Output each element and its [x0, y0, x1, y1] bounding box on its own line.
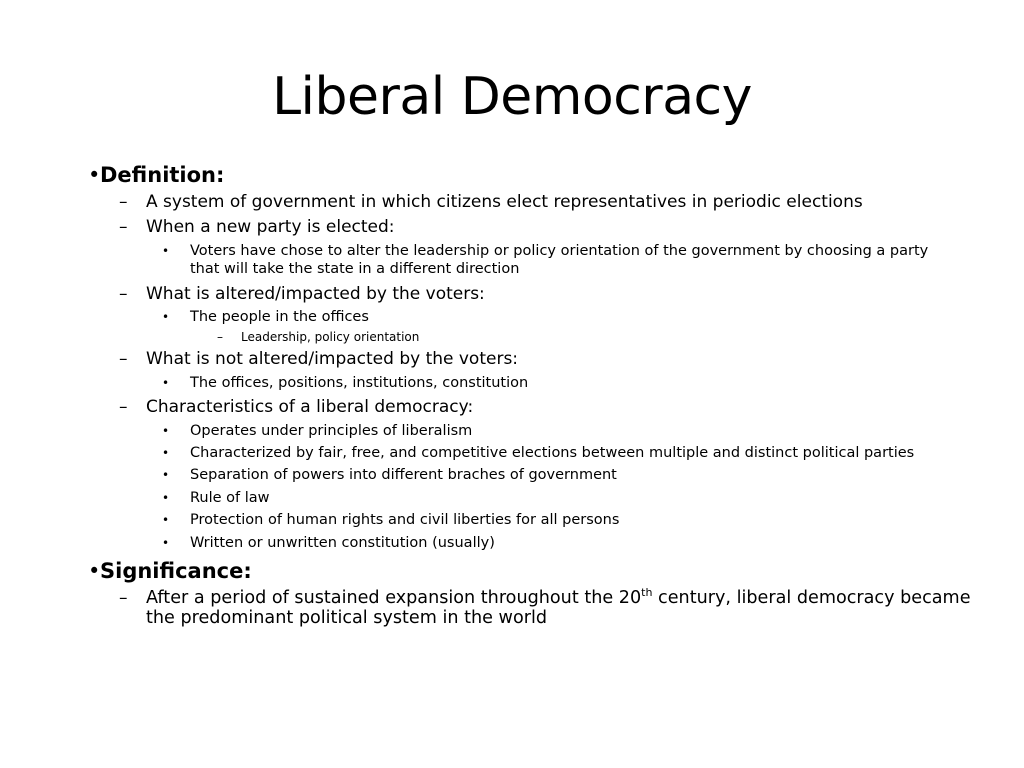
slide-title: Liberal Democracy [272, 67, 752, 127]
significance-text-line2: the predominant political system in the world [146, 608, 548, 628]
dash-icon: – [119, 284, 128, 304]
significance-superscript: th [641, 586, 653, 600]
characteristic-item: Protection of human rights and civil liberties for all persons [190, 512, 620, 528]
bullet-icon: • [162, 536, 170, 550]
bullet-icon: • [162, 468, 170, 482]
bullet-icon: • [162, 310, 170, 324]
dash-icon: – [119, 349, 128, 369]
definition-not-altered-detail: The offices, positions, institutions, constitution [190, 375, 529, 391]
definition-altered: What is altered/impacted by the voters: [146, 284, 485, 304]
bullet-icon: • [162, 244, 170, 258]
characteristic-item: Separation of powers into different braches of government [190, 467, 617, 483]
dash-icon: – [119, 588, 128, 608]
dash-icon: – [119, 192, 128, 212]
bullet-icon: • [162, 491, 170, 505]
dash-icon: – [217, 330, 223, 344]
bullet-icon: • [162, 424, 170, 438]
characteristic-item: Written or unwritten constitution (usually) [190, 535, 495, 551]
bullet-icon: • [162, 446, 170, 460]
definition-new-party-detail: Voters have chose to alter the leadership or policy orientation of the government by choosing a party that will take the state in a different direction [190, 243, 929, 277]
significance-text-before: After a period of sustained expansion throughout the 20 [146, 588, 642, 608]
bullet-icon: • [88, 559, 101, 583]
significance-text-after: century, liberal democracy became [652, 588, 971, 608]
definition-heading: Definition: [100, 163, 225, 187]
definition-characteristics: Characteristics of a liberal democracy: [146, 397, 474, 417]
definition-not-altered: What is not altered/impacted by the voters: [146, 349, 519, 369]
characteristic-item: Operates under principles of liberalism [190, 423, 473, 439]
characteristic-item: Characterized by fair, free, and competitive elections between multiple and distinct political parties [190, 445, 915, 461]
significance-heading: Significance: [100, 559, 252, 583]
definition-altered-people: The people in the offices [190, 309, 369, 325]
definition-system: A system of government in which citizens elect representatives in periodic elections [146, 192, 863, 212]
definition-new-party: When a new party is elected: [146, 217, 395, 237]
dash-icon: – [119, 397, 128, 417]
definition-altered-people-detail: Leadership, policy orientation [241, 330, 420, 344]
dash-icon: – [119, 217, 128, 237]
bullet-icon: • [162, 513, 170, 527]
characteristic-item: Rule of law [190, 490, 270, 506]
significance-text-line1 [146, 588, 971, 608]
bullet-icon: • [88, 163, 101, 187]
bullet-icon: • [162, 376, 170, 390]
